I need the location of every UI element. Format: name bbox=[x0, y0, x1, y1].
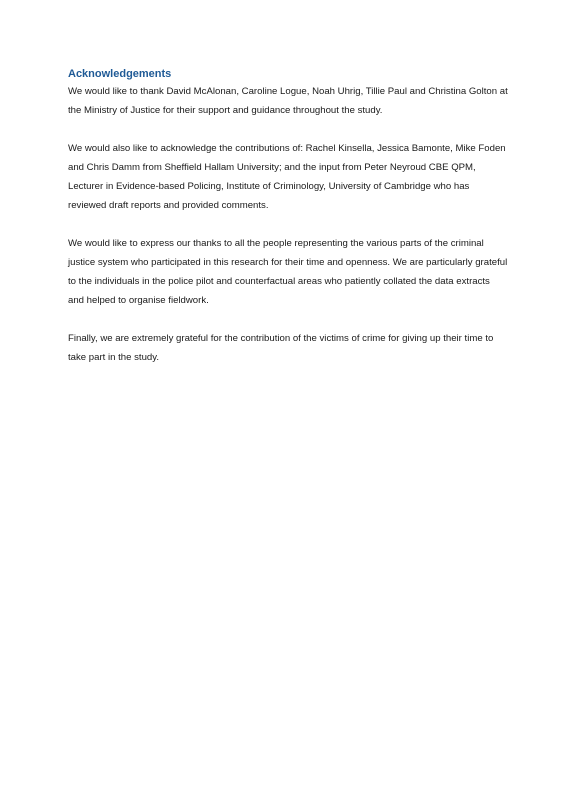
paragraph-cjs-thanks: We would like to express our thanks to all the people representing the various parts of the criminal justice system who participated in this research for their time and openness. We are particularly grateful to the individuals in the police pilot and counterfactual areas who patiently collated the data extracts and helped to organise fieldwork. bbox=[68, 238, 508, 306]
paragraph-contributions: We would also like to acknowledge the contributions of: Rachel Kinsella, Jessica Bamonte, Mike Foden and Chris Damm from Sheffield Hallam University; and the input from Peter Neyroud CBE QPM, Lecturer in Evidence-based Policing, Institute of Criminology, University of Cambridge who has reviewed draft reports and provided comments. bbox=[68, 143, 506, 211]
paragraph-victims-thanks: Finally, we are extremely grateful for the contribution of the victims of crime for giving up their time to take part in the study. bbox=[68, 333, 494, 363]
acknowledgements-section bbox=[68, 66, 508, 386]
section-heading: Acknowledgements bbox=[68, 68, 172, 80]
paragraph-thanks-moj: We would like to thank David McAlonan, Caroline Logue, Noah Uhrig, Tillie Paul and Christina Golton at the Ministry of Justice for their support and guidance throughout the study. bbox=[68, 86, 508, 116]
